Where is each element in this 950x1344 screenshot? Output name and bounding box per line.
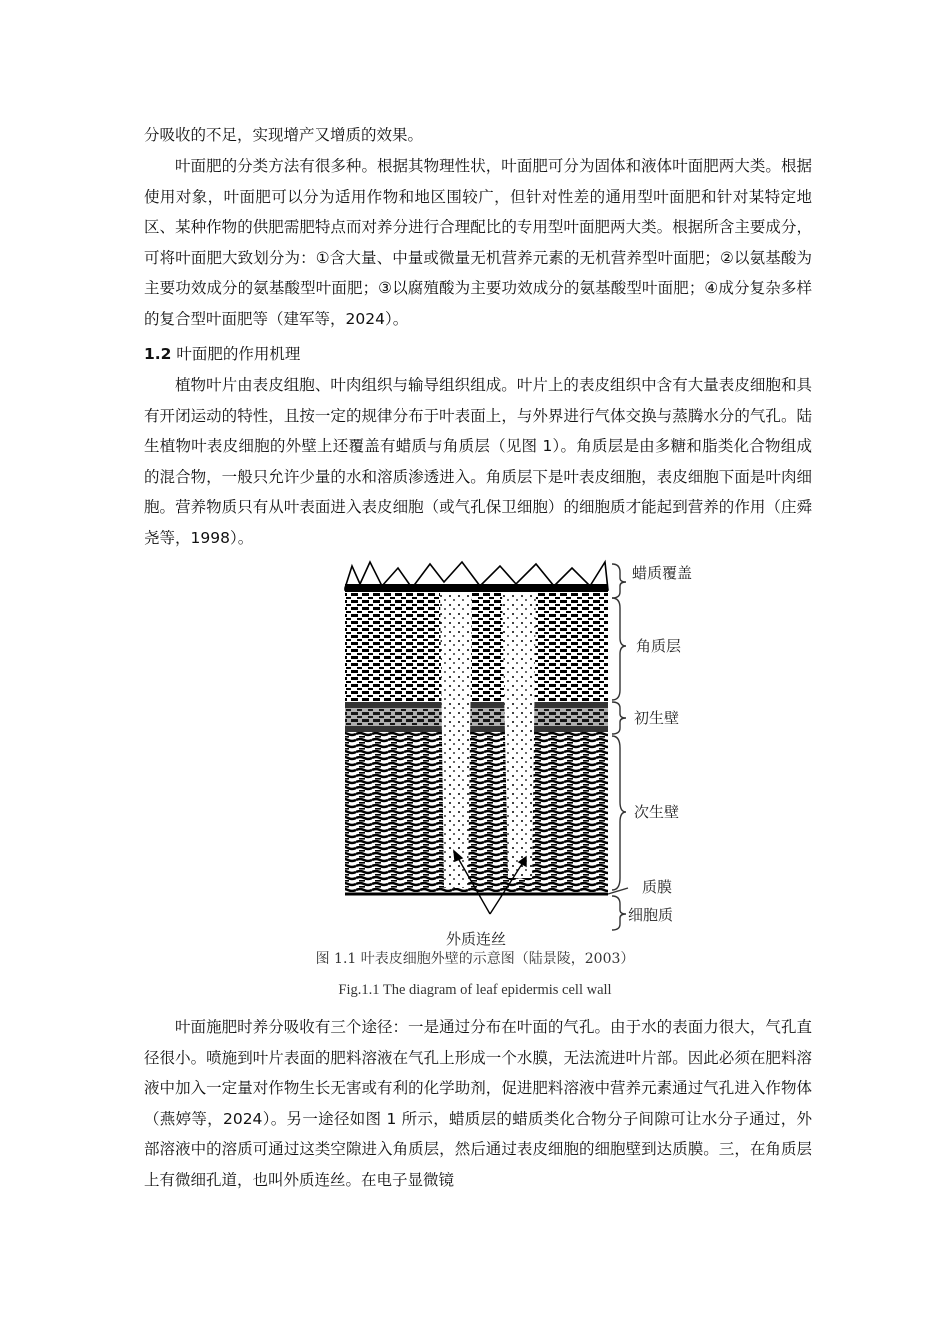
label-cuticle: 角质层	[636, 637, 682, 655]
layer-braces	[608, 564, 628, 930]
secondary-wall-layer	[345, 732, 608, 892]
figure-caption-chinese: 图 1.1 叶表皮细胞外壁的示意图（陆景陵，2003）	[315, 951, 635, 967]
figure-caption-english: Fig.1.1 The diagram of leaf epidermis cell wall	[338, 982, 612, 998]
paragraph-absorption-pathways: 叶面施肥时养分吸收有三个途径：一是通过分布在叶面的气孔。由于水的表面力很大，气孔直径很小。喷施到叶片表面的肥料溶液在气孔上形成一个水膜，无法流进叶片部。因此必须在肥料溶液中加入一定量对作物生长无害或有利的化学助剂，促进肥料溶液中营养元素通过气孔进入作物体（燕婷等，2024）。另一途径如图 1 所示，蜡质层的蜡质类化合物分子间隙可让水分子通过，外部溶液中的溶质可通过这类空隙进入角质层，然后通过表皮细胞的细胞壁到达质膜。三，在角质层上有微细孔道，也叫外质连丝。在电子显微镜	[144, 1018, 812, 1189]
leaf-cell-wall-figure	[340, 558, 720, 948]
label-primary-wall: 初生壁	[634, 709, 680, 727]
paragraph-mechanism: 植物叶片由表皮组胞、叶肉组织与输导组织组成。叶片上的表皮组织中含有大量表皮细胞和具有开闭运动的特性，且按一定的规律分布于叶表面上，与外界进行气体交换与蒸腾水分的气孔。陆生植物叶表皮细胞的外壁上还覆盖有蜡质与角质层（见图 1）。角质层是由多糖和脂类化合物组成的混合物，一般只允许少量的水和溶质渗透进入。角质层下是叶表皮细胞，表皮细胞下面是叶肉细胞。营养物质只有从叶表面进入表皮细胞（或气孔保卫细胞）的细胞质才能起到营养的作用（庄舜尧等，1998）。	[144, 376, 812, 547]
wax-layer	[345, 562, 608, 592]
cuticle-layer	[345, 592, 608, 702]
paragraph-classification: 叶面肥的分类方法有很多种。根据其物理性状，叶面肥可分为固体和液体叶面肥两大类。根据使用对象，叶面肥可以分为适用作物和地区围较广，但针对性差的通用型叶面肥和针对某特定地区、某种作物的供肥需肥特点而对养分进行合理配比的专用型叶面肥两大类。根据所含主要成分，可将叶面肥大致划分为：①含大量、中量或微量无机营养元素的无机营养型叶面肥；②以氨基酸为主要功效成分的氨基酸型叶面肥；③以腐殖酸为主要功效成分的氨基酸型叶面肥；④成分复杂多样的复合型叶面肥等（建军等，2024）。	[144, 157, 812, 328]
label-wax: 蜡质覆盖	[632, 564, 693, 582]
label-cytoplasm: 细胞质	[628, 906, 674, 924]
section-title: 叶面肥的作用机理	[176, 345, 301, 363]
label-secondary-wall: 次生壁	[634, 803, 680, 821]
label-membrane: 质膜	[642, 878, 673, 896]
paragraph-intro-end: 分吸收的不足，实现增产又增质的效果。	[144, 126, 424, 144]
section-heading	[144, 339, 300, 370]
label-ectodesmata: 外质连丝	[446, 930, 507, 948]
cell-wall-diagram	[340, 558, 720, 948]
section-number: 1.2	[144, 345, 172, 363]
